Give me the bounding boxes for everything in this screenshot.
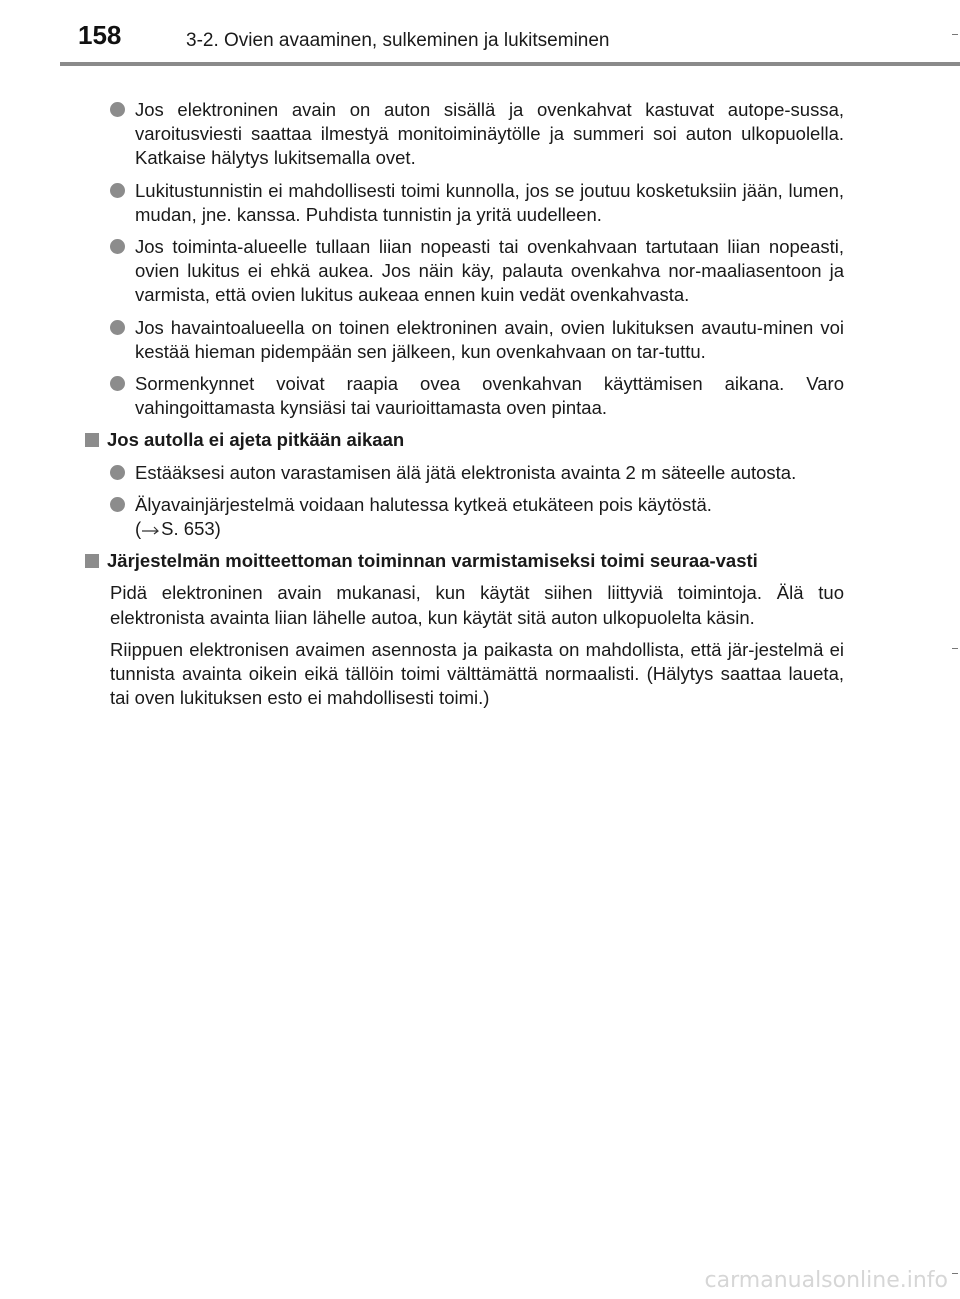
page-reference[interactable] — [135, 517, 844, 541]
paragraph: Pidä elektroninen avain mukanasi, kun käytät siihen liittyviä toimintoja. Älä tuo elektronista avainta liian lähelle autoa, kun käytät sitä auton ulkopuolelta käsin. — [110, 582, 844, 628]
crop-mark — [952, 648, 958, 649]
bullet-icon — [110, 376, 125, 391]
arrow-right-icon — [141, 525, 161, 535]
list-item-text: Jos havaintoalueella on toinen elektroninen avain, ovien lukituksen avautu-minen voi kestää hieman pidempään sen jälkeen, kun ovenkahvaan on tar-tuttu. — [135, 316, 844, 362]
list-item — [110, 179, 844, 227]
list-item — [110, 493, 844, 541]
section-heading — [85, 549, 844, 573]
list-item — [110, 372, 844, 420]
list-item — [110, 461, 844, 485]
list-item-text: Jos toiminta-alueelle tullaan liian nopeasti tai ovenkahvaan tartutaan liian nopeasti, ovien lukitus ei ehkä aukea. Jos näin käy, palauta ovenkahva nor-maaliasentoon ja varmista, että ovien lukitus aukeaa ennen kuin vedät ovenkahvasta. — [135, 236, 844, 306]
list-item-text: Älyavainjärjestelmä voidaan halutessa kytkeä etukäteen pois käytöstä. — [135, 493, 712, 515]
section-heading — [85, 428, 844, 452]
list-item — [110, 98, 844, 171]
section-title: 3-2. Ovien avaaminen, sulkeminen ja lukitseminen — [186, 30, 610, 51]
crop-mark — [952, 34, 958, 35]
bullet-icon — [110, 239, 125, 254]
crop-mark — [952, 1273, 958, 1274]
ref-open: ( — [135, 518, 142, 540]
watermark: carmanualsonline.info — [704, 1268, 948, 1293]
bullet-icon — [110, 497, 125, 512]
square-bullet-icon — [85, 554, 99, 568]
page-content — [107, 98, 844, 718]
list-item-text: Estääksesi auton varastamisen älä jätä elektronista avainta 2 m säteelle autosta. — [135, 461, 797, 483]
list-item — [110, 316, 844, 364]
bullet-icon — [110, 320, 125, 335]
bullet-icon — [110, 183, 125, 198]
list-item-text: Jos elektroninen avain on auton sisällä ja ovenkahvat kastuvat autope-sussa, varoitusviesti saattaa ilmestyä monitoiminäytölle ja summeri soi auton ulkopuolella. Katkaise hälytys lukitsemalla ovet. — [135, 99, 844, 169]
square-bullet-icon — [85, 433, 99, 447]
ref-text: S. 653) — [161, 518, 221, 540]
section-heading-text: Järjestelmän moitteettoman toiminnan varmistamiseksi toimi seuraa-vasti — [107, 550, 758, 572]
list-item — [110, 235, 844, 308]
header-rule — [60, 62, 960, 66]
paragraph: Riippuen elektronisen avaimen asennosta ja paikasta on mahdollista, että jär-jestelmä ei tunnista avainta oikein eikä tällöin toimi välttämättä normaalisti. (Hälytys saattaa laueta, tai oven lukituksen esto ei mahdollisesti toimi.) — [110, 638, 844, 709]
section-heading-text: Jos autolla ei ajeta pitkään aikaan — [107, 429, 405, 451]
page-header — [0, 0, 960, 64]
list-item-text: Sormenkynnet voivat raapia ovea ovenkahvan käyttämisen aikana. Varo vahingoittamasta kynsiäsi tai vaurioittamasta oven pintaa. — [135, 373, 844, 419]
bullet-icon — [110, 465, 125, 480]
bullet-icon — [110, 102, 125, 117]
page-number: 158 — [78, 20, 122, 50]
list-item-text: Lukitustunnistin ei mahdollisesti toimi kunnolla, jos se joutuu kosketuksiin jään, lumen, mudan, jne. kanssa. Puhdista tunnistin ja yritä uudelleen. — [135, 179, 844, 225]
